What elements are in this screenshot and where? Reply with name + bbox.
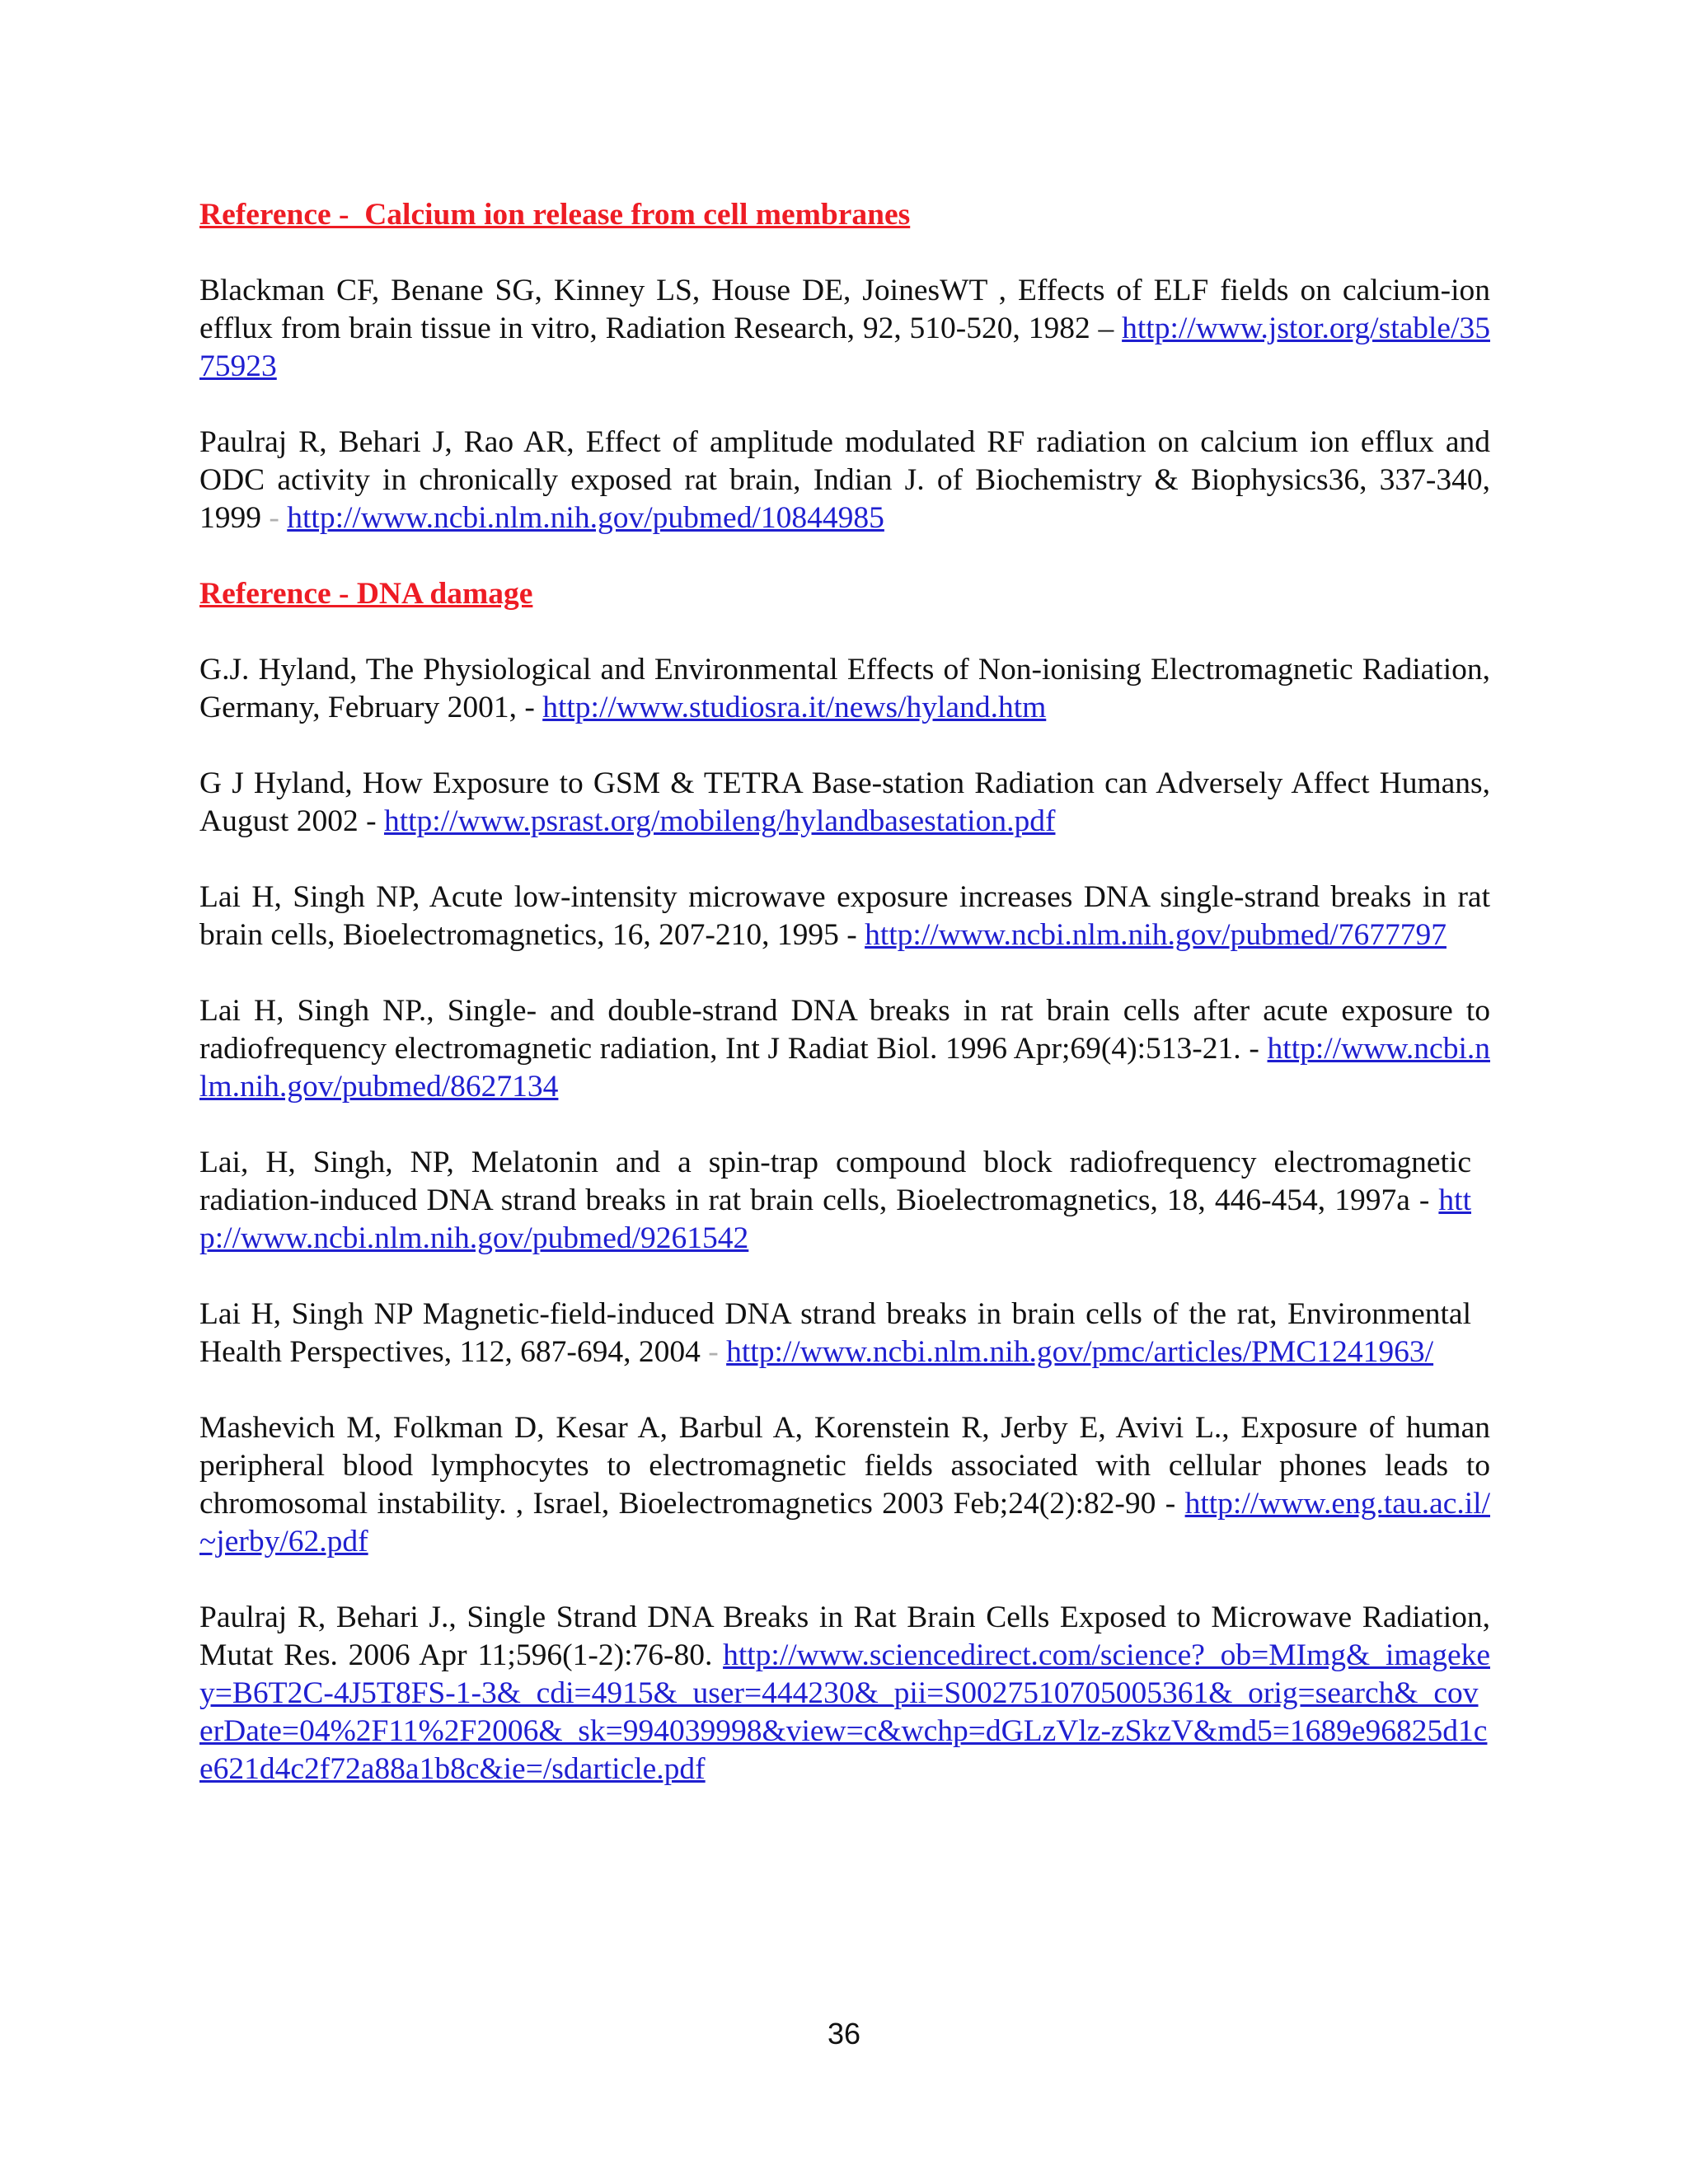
reference-separator: - (708, 1335, 727, 1369)
reference-entry (199, 1144, 1471, 1258)
reference-text: Mashevich M, Folkman D, Kesar A, Barbul A, Korenstein R, Jerby E, Avivi L., Exposure of human peripheral blood lymphocytes to electromagnetic fields associated with cellular phones leads to chromosomal instability. , Israel, Bioelectromagnetics 2003 Feb;24(2):82-90 - (199, 1411, 1490, 1521)
reference-entry (199, 272, 1490, 386)
reference-link[interactable]: http://www.ncbi.nlm.nih.gov/pubmed/10844985 (287, 501, 884, 535)
reference-text: Paulraj R, Behari J, Rao AR, Effect of amplitude modulated RF radiation on calcium ion efflux and ODC activity in chronically exposed rat brain, Indian J. of Biochemistry & Biophysics36, 337-340, 1999 (199, 425, 1490, 535)
reference-entry (199, 1599, 1490, 1788)
reference-entry (199, 651, 1490, 727)
reference-link[interactable]: http://www.ncbi.nlm.nih.gov/pubmed/9261542 (199, 1183, 1471, 1255)
reference-text: G J Hyland, How Exposure to GSM & TETRA Base-station Radiation can Adversely Affect Humans, August 2002 - (199, 766, 1490, 838)
reference-text: Lai H, Singh NP, Acute low-intensity microwave exposure increases DNA single-strand breaks in rat brain cells, Bioelectromagnetics, 16, 207-210, 1995 - (199, 880, 1490, 952)
reference-entry (199, 765, 1490, 841)
page-content (199, 196, 1490, 1826)
page-number: 36 (827, 2017, 861, 2050)
reference-entry (199, 1296, 1471, 1371)
reference-link[interactable]: http://www.sciencedirect.com/science?_ob=MImg&_imagekey=B6T2C-4J5T8FS-1-3&_cdi=4915&_user=444230&_pii=S0027510705005361&_orig=search&_coverDate=04%2F11%2F2006&_sk=994039998&view=c&wchp=dGLzVlz-zSkzV&md5=1689e96825d1ce621d4c2f72a88a1b8c&ie=/sdarticle.pdf (199, 1638, 1490, 1786)
reference-text: Paulraj R, Behari J., Single Strand DNA Breaks in Rat Brain Cells Exposed to Microwave Radiation, Mutat Res. 2006 Apr 11;596(1-2):76-80. (199, 1601, 1490, 1672)
section-heading-dna-damage: Reference - DNA damage (199, 577, 533, 611)
reference-text: Lai, H, Singh, NP, Melatonin and a spin-trap compound block radiofrequency electromagnetic radiation-induced DNA strand breaks in rat brain cells, Bioelectromagnetics, 18, 446-454, 1997a - (199, 1146, 1471, 1217)
reference-text: Lai H, Singh NP., Single- and double-strand DNA breaks in rat brain cells after acute exposure to radiofrequency electromagnetic radiation, Int J Radiat Biol. 1996 Apr;69(4):513-21. - (199, 994, 1490, 1066)
reference-text: G.J. Hyland, The Physiological and Environmental Effects of Non-ionising Electromagnetic Radiation, Germany, February 2001, - (199, 653, 1490, 724)
reference-link[interactable]: http://www.studiosra.it/news/hyland.htm (542, 691, 1047, 724)
reference-text: Blackman CF, Benane SG, Kinney LS, House DE, JoinesWT , Effects of ELF fields on calcium-ion efflux from brain tissue in vitro, Radiation Research, 92, 510-520, 1982 – (199, 274, 1490, 345)
reference-link[interactable]: http://www.eng.tau.ac.il/~jerby/62.pdf (199, 1487, 1490, 1558)
reference-link[interactable]: http://www.psrast.org/mobileng/hylandbasestation.pdf (383, 804, 1056, 838)
reference-entry (199, 424, 1490, 537)
reference-link[interactable]: http://www.ncbi.nlm.nih.gov/pubmed/8627134 (199, 1032, 1490, 1104)
reference-link[interactable]: http://www.ncbi.nlm.nih.gov/pubmed/7677797 (865, 918, 1447, 952)
reference-text: Lai H, Singh NP Magnetic-field-induced DNA strand breaks in brain cells of the rat, Environmental Health Perspectives, 112, 687-694, 2004 (199, 1297, 1471, 1369)
reference-entry (199, 1409, 1490, 1561)
reference-entry (199, 879, 1490, 954)
reference-separator: - (269, 501, 288, 535)
reference-entry (199, 992, 1490, 1106)
reference-link[interactable]: http://www.jstor.org/stable/3575923 (199, 312, 1490, 383)
section-heading-calcium: Reference - Calcium ion release from cell membranes (199, 198, 911, 232)
reference-link[interactable]: http://www.ncbi.nlm.nih.gov/pmc/articles/PMC1241963/ (726, 1335, 1434, 1369)
